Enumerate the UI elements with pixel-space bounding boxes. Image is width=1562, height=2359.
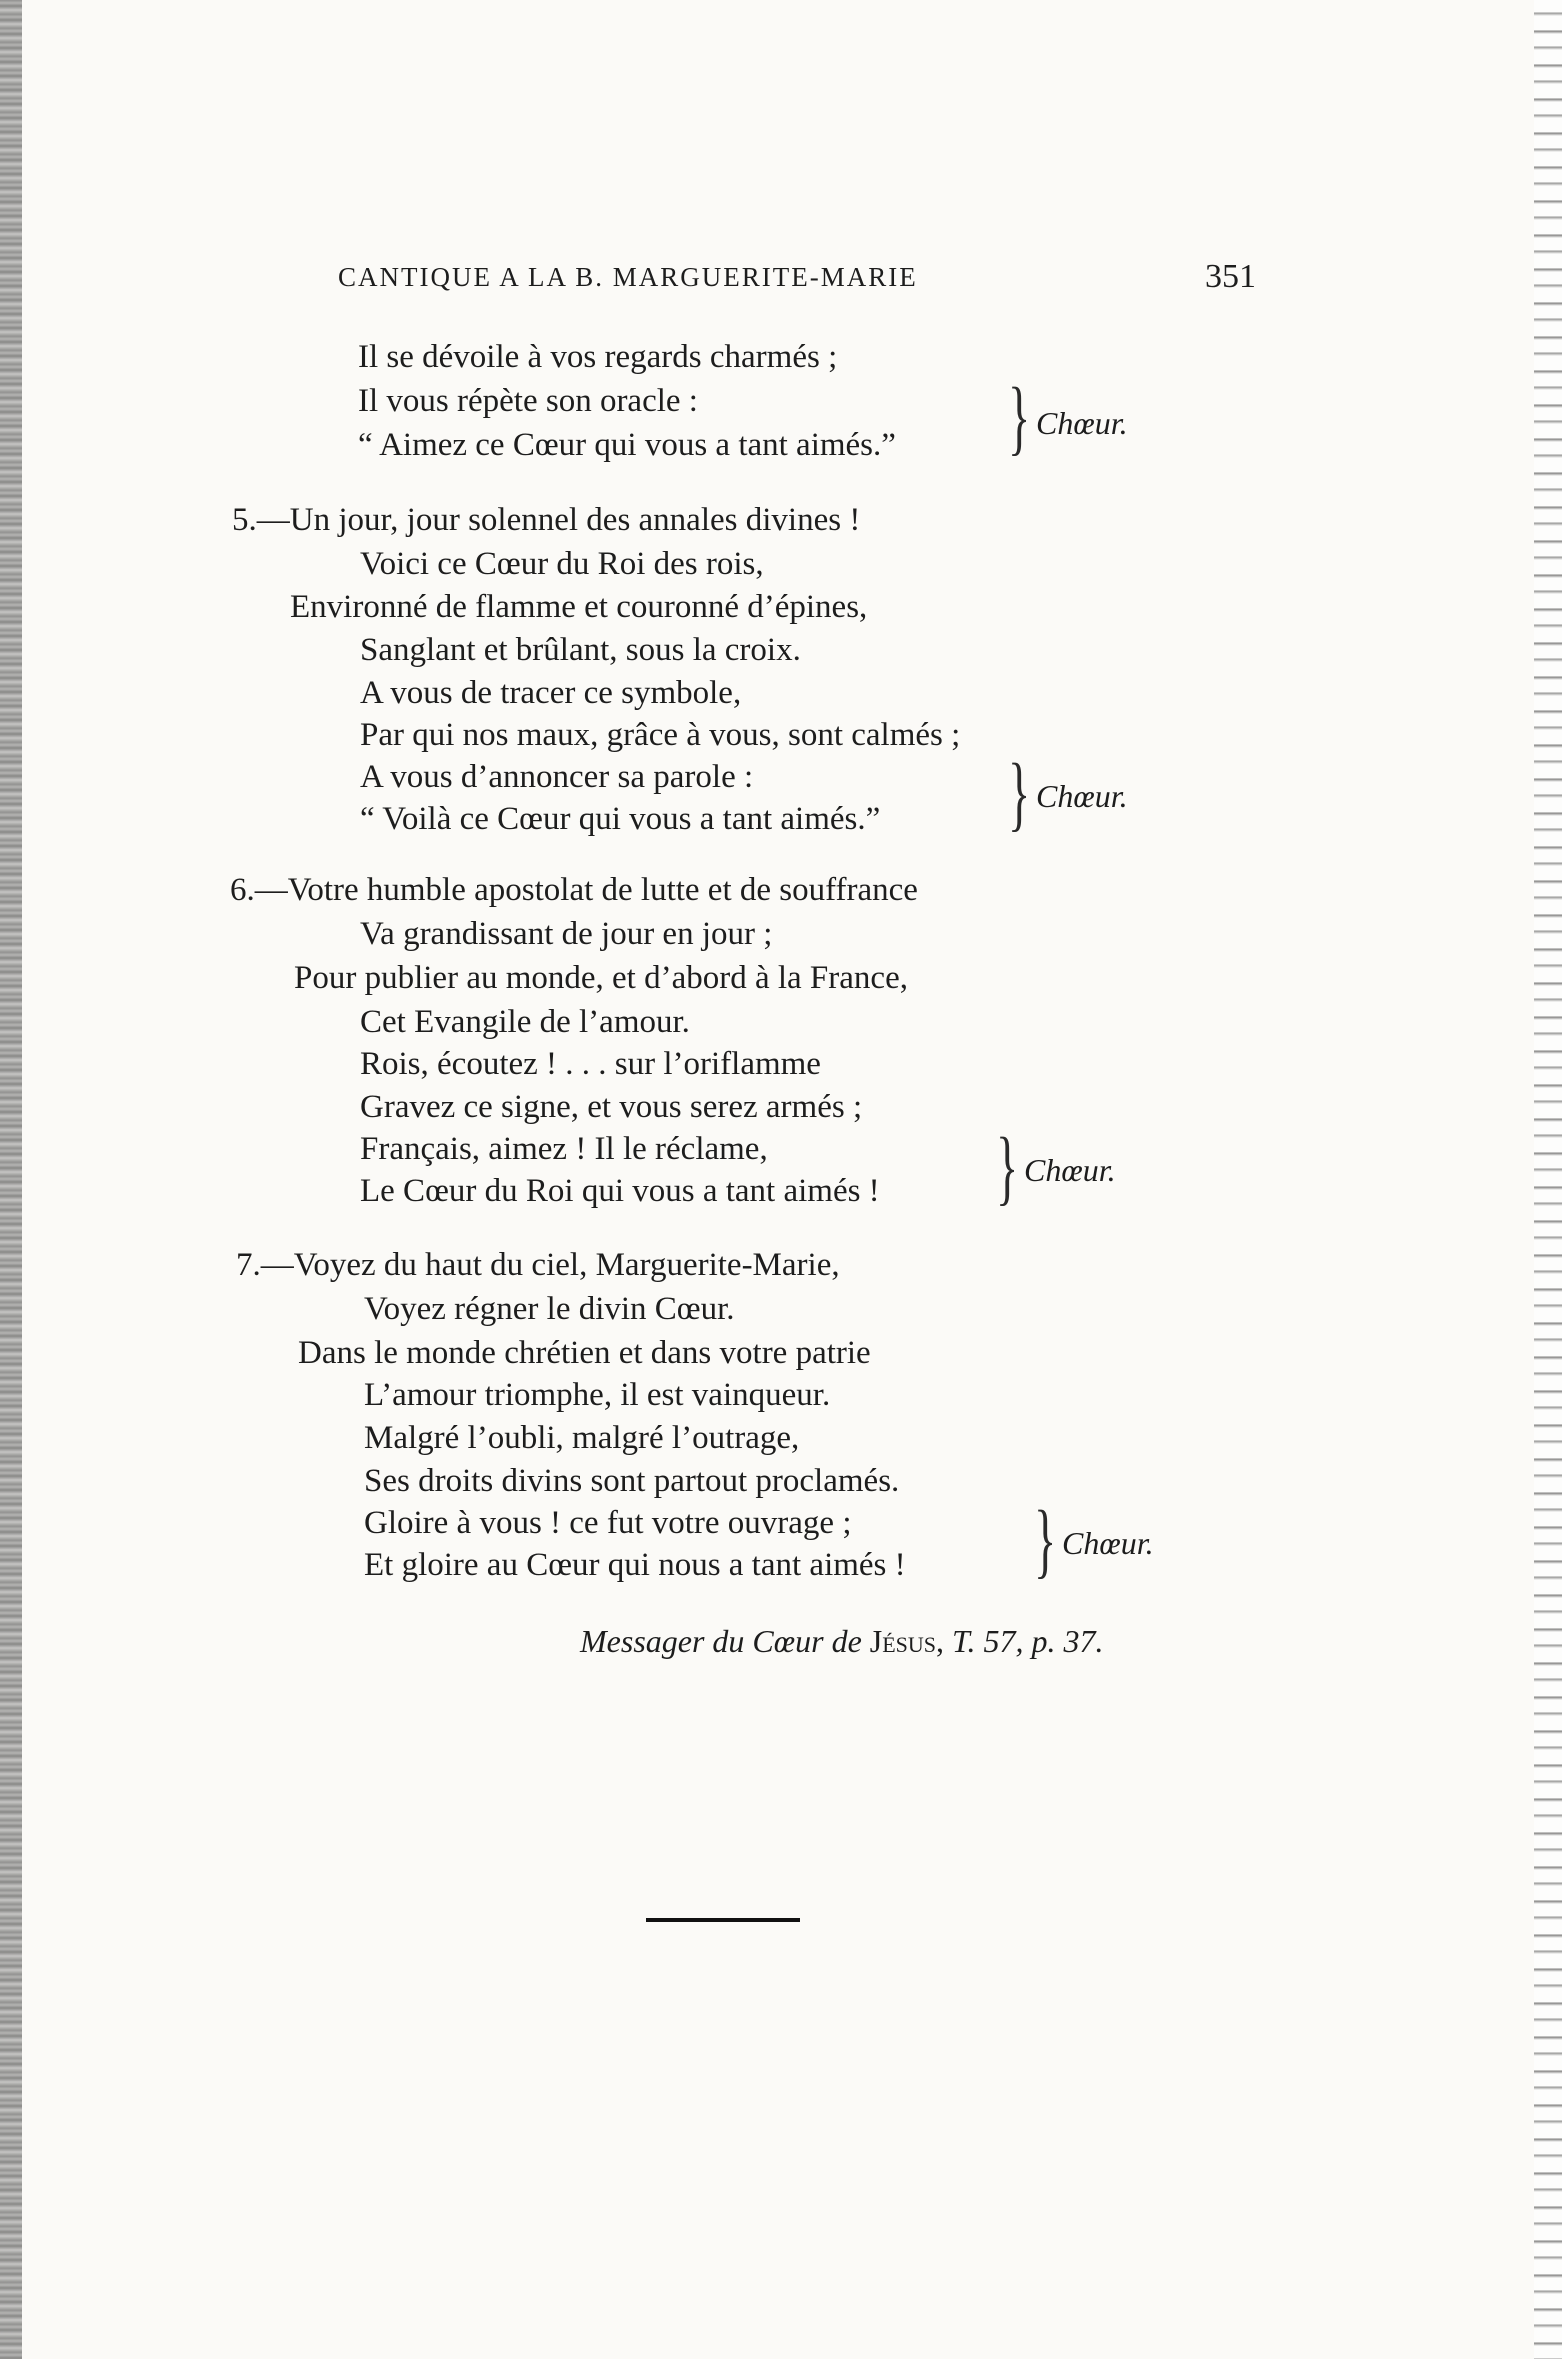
page-header bbox=[0, 258, 1562, 302]
chorus-label: Chœur. bbox=[1024, 1152, 1116, 1188]
verse-line: “ Voilà ce Cœur qui vous a tant aimés.” bbox=[360, 801, 881, 837]
chorus-label: Chœur. bbox=[1036, 405, 1128, 441]
verse-line: Ses droits divins sont partout proclamés. bbox=[364, 1463, 900, 1499]
verse-line: Voyez régner le divin Cœur. bbox=[364, 1291, 735, 1327]
verse-line: Dans le monde chrétien et dans votre patrie bbox=[298, 1335, 871, 1371]
verse-line: L’amour triomphe, il est vainqueur. bbox=[364, 1377, 831, 1413]
chorus-brace: } bbox=[996, 1121, 1019, 1214]
page-number: 351 bbox=[1205, 258, 1256, 295]
verse-line: A vous de tracer ce symbole, bbox=[360, 675, 742, 711]
chorus-brace: } bbox=[1034, 1494, 1057, 1587]
scan-edge-right bbox=[1534, 0, 1562, 2359]
scan-edge-left bbox=[0, 0, 22, 2359]
verse-line: Gloire à vous ! ce fut votre ouvrage ; bbox=[364, 1505, 852, 1541]
chorus-label: Chœur. bbox=[1036, 778, 1128, 814]
verse-line: Voici ce Cœur du Roi des rois, bbox=[360, 546, 764, 582]
chorus-brace: } bbox=[1008, 747, 1031, 840]
verse-line: Il se dévoile à vos regards charmés ; bbox=[358, 339, 838, 375]
verse-line: Malgré l’oubli, malgré l’outrage, bbox=[364, 1420, 800, 1456]
source-title: Messager du Cœur de bbox=[580, 1623, 862, 1659]
verse-line: Rois, écoutez ! . . . sur l’oriflamme bbox=[360, 1046, 821, 1082]
verse-line: Il vous répète son oracle : bbox=[358, 383, 698, 419]
source-ref: T. 57, p. 37. bbox=[952, 1623, 1104, 1659]
verse-line: 5.—Un jour, jour solennel des annales divines ! bbox=[232, 502, 861, 538]
verse-line: Par qui nos maux, grâce à vous, sont calmés ; bbox=[360, 717, 961, 753]
verse-line: A vous d’annoncer sa parole : bbox=[360, 759, 754, 795]
verse-line: Cet Evangile de l’amour. bbox=[360, 1004, 690, 1040]
verse-line: Sanglant et brûlant, sous la croix. bbox=[360, 632, 801, 668]
end-rule bbox=[646, 1918, 800, 1922]
verse-line: Français, aimez ! Il le réclame, bbox=[360, 1131, 768, 1167]
verse-line: Gravez ce signe, et vous serez armés ; bbox=[360, 1089, 863, 1125]
source-citation bbox=[580, 1623, 1103, 1660]
chorus-brace: } bbox=[1008, 371, 1031, 464]
verse-line: Et gloire au Cœur qui nous a tant aimés ! bbox=[364, 1547, 906, 1583]
verse-line: Le Cœur du Roi qui vous a tant aimés ! bbox=[360, 1173, 880, 1209]
running-title: CANTIQUE A LA B. MARGUERITE-MARIE bbox=[338, 262, 918, 292]
verse-line: “ Aimez ce Cœur qui vous a tant aimés.” bbox=[358, 427, 896, 463]
chorus-label: Chœur. bbox=[1062, 1525, 1154, 1561]
source-name: Jésus, bbox=[869, 1623, 945, 1659]
verse-line: 6.—Votre humble apostolat de lutte et de souffrance bbox=[230, 872, 918, 908]
verse-line: 7.—Voyez du haut du ciel, Marguerite-Marie, bbox=[236, 1247, 840, 1283]
verse-line: Pour publier au monde, et d’abord à la France, bbox=[294, 960, 908, 996]
verse-line: Va grandissant de jour en jour ; bbox=[360, 916, 773, 952]
verse-line: Environné de flamme et couronné d’épines, bbox=[290, 589, 868, 625]
